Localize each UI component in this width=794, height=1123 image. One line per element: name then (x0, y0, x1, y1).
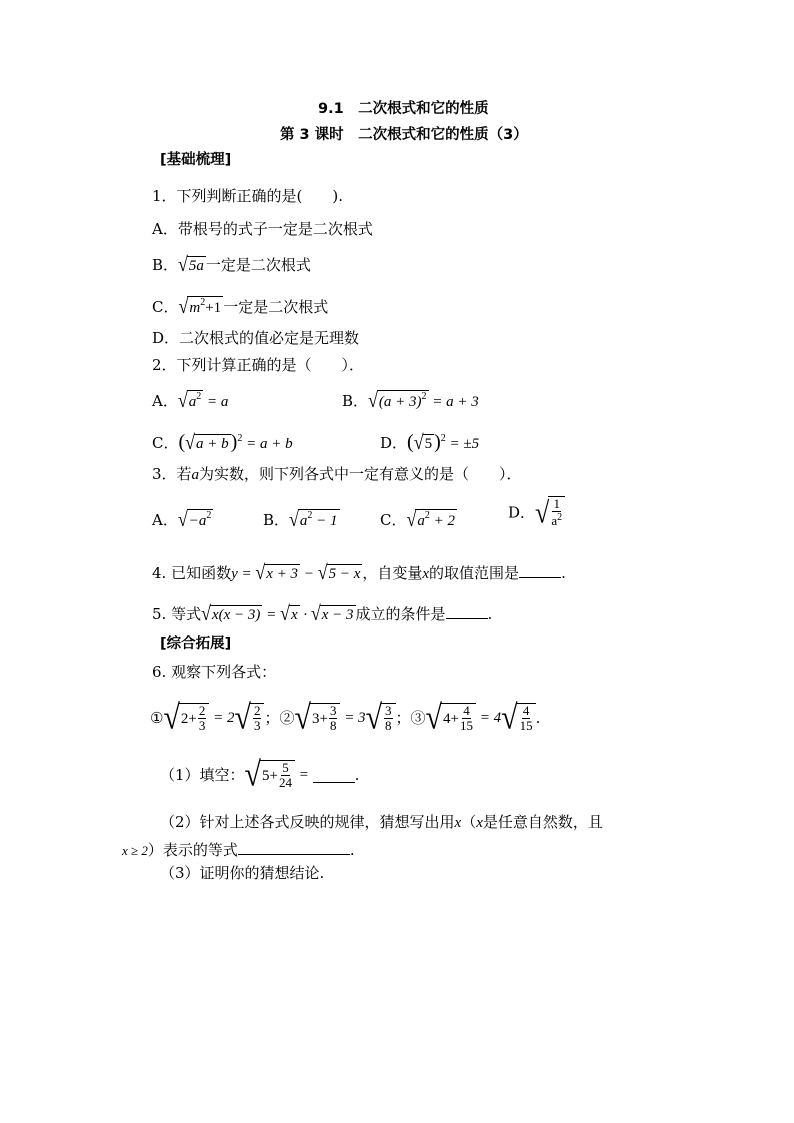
q6-p2-d: ）表示的等式 (147, 841, 238, 859)
q4-pre: 4. 已知函数 (152, 564, 232, 582)
q2-c-label: C． (152, 434, 179, 452)
q6-part2-line1 (160, 813, 603, 832)
q6-examples (150, 700, 540, 736)
q3-d-math: √ $\frac{1}{a^2}$ (535, 496, 565, 529)
section-basic-heading: [基础梳理] (160, 152, 232, 168)
q2-c-math: (√a + b )$^2$ = a + b (178, 430, 293, 454)
q3-option-a (152, 509, 213, 531)
q3-a-label: A． (152, 511, 178, 529)
q6-n1: ① (150, 709, 164, 727)
q5-answer-blank[interactable] (446, 604, 488, 619)
q1-option-a: A．带根号的式子一定是二次根式 (152, 220, 373, 238)
q4-line (152, 562, 566, 584)
q4-x-var: x (422, 566, 430, 582)
q1-option-d: D．二次根式的值必定是无理数 (152, 329, 360, 347)
q6-n2: ；② (264, 709, 295, 727)
q3-stem-post: 为实数，则下列各式中一定有意义的是（ ）． (199, 465, 522, 483)
q6-example-1: √ 2+ $\frac{2}{3}$ = 2 √ $\frac{2}{3}$ (163, 700, 264, 736)
q1-option-c-label: C． (152, 298, 179, 316)
q4-math: y = √x + 3 − √5 − x (231, 560, 361, 584)
q6-p2-end: . (349, 841, 355, 859)
q3-b-math: $√a^2 - 1$ (289, 507, 338, 531)
q1-option-b-text: 一定是二次根式 (205, 256, 311, 274)
q4-answer-blank[interactable] (519, 563, 561, 578)
q5-end: . (487, 605, 493, 623)
q6-p2-x2: x (476, 815, 483, 831)
doc-subtitle: 第 3 课时 二次根式和它的性质（3） (280, 127, 528, 143)
q2-option-d (380, 430, 479, 454)
q6-stem: 6. 观察下列各式： (152, 663, 277, 681)
q4-post: 的取值范围是 (429, 564, 520, 582)
q2-b-label: B． (342, 392, 369, 410)
q6-p2-b: （ (461, 813, 477, 831)
q5-math: √x(x − 3) = √x · √x − 3 (201, 601, 354, 625)
q3-d-label: D． (508, 503, 536, 522)
q6-p2-c: 是任意自然数，且 (482, 813, 603, 831)
q3-option-b (263, 509, 340, 531)
q4-end: . (561, 564, 566, 582)
q6-p2-x1: x (454, 815, 462, 831)
q3-b-label: B． (263, 511, 290, 529)
q1-option-b (152, 254, 311, 276)
q1-c-math: $√m^2+1$ (178, 294, 222, 318)
q3-a-math: $√-a^2$ (177, 507, 212, 531)
q3-stem-pre: 3．若 (152, 465, 192, 483)
q6-p1-answer-blank[interactable] (313, 768, 355, 783)
q1-stem: 1．下列判断正确的是( ). (152, 187, 344, 205)
q1-option-b-label: B． (152, 256, 179, 274)
q3-a-var: a (191, 467, 200, 483)
q2-a-math: $√a^2 = a$ (177, 388, 229, 412)
q2-b-math: $√(a + 3)^2 = a + 3$ (368, 388, 479, 412)
q1-b-math: √5a (178, 252, 204, 276)
q2-option-c (152, 430, 293, 454)
q2-option-a (152, 390, 228, 412)
q2-stem: 2．下列计算正确的是（ ）． (152, 356, 365, 374)
q6-p2-a: （2）针对上述各式反映的规律，猜想写出用 (160, 813, 455, 831)
q5-line (152, 603, 492, 625)
q3-option-d (508, 496, 565, 529)
q6-p1-math: √ 5+ $\frac{5}{24}$ = (244, 755, 313, 794)
q2-option-b (342, 390, 479, 412)
q6-p1-label: （1）填空： (160, 766, 245, 784)
q3-option-c (380, 509, 457, 531)
q5-post: 成立的条件是 (355, 605, 446, 623)
q3-c-math: $√a^2 + 2$ (406, 507, 455, 531)
doc-title: 9.1 二次根式和它的性质 (318, 101, 489, 117)
q4-mid: ，自变量 (362, 564, 423, 582)
q6-p1-end: . (354, 766, 360, 784)
q2-d-label: D． (380, 434, 408, 452)
q3-stem (152, 465, 522, 484)
q3-c-label: C． (380, 511, 407, 529)
section-ext-heading: [综合拓展] (160, 636, 232, 652)
q2-a-label: A． (152, 392, 178, 410)
q5-pre: 5. 等式 (152, 605, 202, 623)
q6-part2-line2 (122, 840, 355, 859)
q1-option-c-text: 一定是二次根式 (223, 298, 329, 316)
q6-part1 (160, 757, 359, 793)
q1-option-c (152, 296, 328, 318)
q6-example-2: √ 3+ $\frac{3}{8}$ = 3 √ $\frac{3}{8}$ (295, 700, 396, 736)
q6-n3: ；③ (395, 709, 426, 727)
q2-d-math: (√5 )$^2$ = ±5 (407, 430, 480, 454)
q6-p2-cond: x ≥ 2 (122, 843, 148, 858)
q6-examples-end: . (535, 709, 541, 727)
q6-part3: （3）证明你的猜想结论. (160, 864, 325, 882)
q6-p2-answer-blank[interactable] (238, 840, 350, 855)
q6-example-3: √ 4+ $\frac{4}{15}$ = 4 √ $\frac{4}{15}$ (426, 700, 536, 736)
